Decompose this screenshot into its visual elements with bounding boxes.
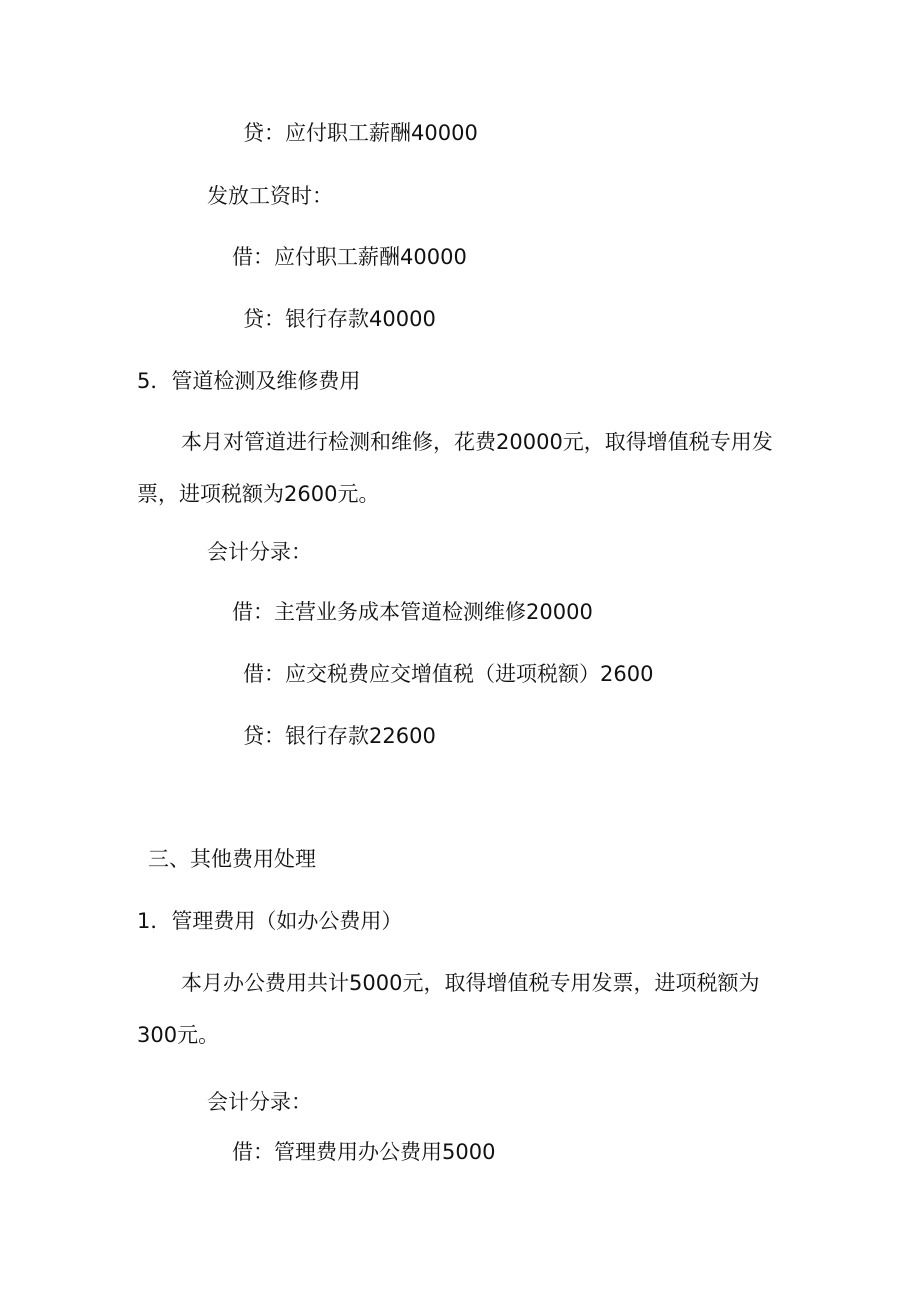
journal-debit-line: 借：主营业务成本管道检测维修20000 xyxy=(232,600,593,624)
paragraph-office-expense: 本月办公费用共计5000元，取得增值税专用发票，进项税额为300元。 xyxy=(137,971,760,1047)
journal-credit-line: 贷：银行存款40000 xyxy=(243,307,436,331)
payroll-label: 发放工资时： xyxy=(207,184,333,208)
journal-credit-line: 贷：银行存款22600 xyxy=(243,724,436,748)
chapter-heading-3: 三、其他费用处理 xyxy=(148,847,316,871)
accounting-entry-label: 会计分录： xyxy=(207,1090,312,1114)
journal-credit-line: 贷：应付职工薪酬40000 xyxy=(243,121,478,145)
journal-debit-line: 借：应交税费应交增值税（进项税额）2600 xyxy=(243,662,654,686)
paragraph-pipeline-repair: 本月对管道进行检测和维修，花费20000元，取得增值税专用发票，进项税额为2600元。 xyxy=(137,430,773,506)
journal-debit-line: 借：应付职工薪酬40000 xyxy=(232,245,467,269)
journal-debit-line: 借：管理费用办公费用5000 xyxy=(232,1140,496,1164)
accounting-entry-label: 会计分录： xyxy=(207,540,312,564)
section-heading-5: 5．管道检测及维修费用 xyxy=(137,369,361,393)
section-heading-1: 1．管理费用（如办公费用） xyxy=(137,909,403,933)
